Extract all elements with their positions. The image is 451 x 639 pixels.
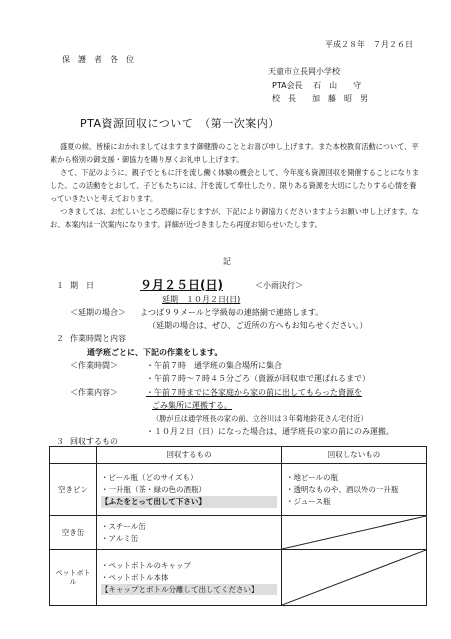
postpone-text: よつば９９メールと学級毎の連絡網で連絡します。 xyxy=(140,308,324,317)
row-category: 空き缶 xyxy=(50,516,97,550)
time-line-1: ・午前７時 通学班の集合場所に集合 xyxy=(146,361,282,370)
rain-note: ＜小雨決行＞ xyxy=(255,281,303,290)
table-header-row xyxy=(50,447,427,464)
list-item: ・ペットボトル本体 xyxy=(101,573,169,582)
diagonal-line xyxy=(282,550,426,605)
col-not-collected: 回収しないもの xyxy=(282,447,427,464)
empty-cell xyxy=(282,516,427,550)
paragraph-1: 盛夏の候、皆様におかれましてはますます御健勝のこととお喜び申し上げます。また本校教育活動について、平素から格別の御支援・御協力を賜り厚くお礼申し上げます。 xyxy=(50,142,419,164)
content-line-4: ・１０月２日（日）になった場合は、通学班長の家の前にのみ運搬。 xyxy=(146,427,394,436)
items-table xyxy=(49,446,427,606)
empty-cell xyxy=(282,550,427,606)
table-corner xyxy=(50,447,97,464)
diagonal-line xyxy=(282,516,426,549)
content-line-2: ごみ集所に運搬する。 xyxy=(152,401,232,410)
item-note: 【キャップとボトル分離して出してください】 xyxy=(101,584,277,595)
page-title: PTA資源回収について （第一次案内） xyxy=(80,117,280,130)
sec2-num: ２ xyxy=(56,334,64,343)
row-category: ペットボトル xyxy=(50,550,97,606)
time-line-2: ・午前７時～７時４５分ごろ（資源が回収車で運ばれるまで） xyxy=(146,374,370,383)
list-item: ・アルミ缶 xyxy=(101,533,139,543)
table-row xyxy=(50,550,427,606)
paragraph-2: さて、下記のように、親子でともに汗を流し働く体験の機会として、今年度も資源回収を開催することになりました。この活動をとおして、子どもたちには、汗を流して奉仕したり、限りある資源を大切にしたりする心情を養っていきたいと考えております。 xyxy=(50,168,420,203)
ki-label: 記 xyxy=(223,257,231,266)
table-row xyxy=(50,516,427,550)
sec3-num: ３ xyxy=(56,437,64,446)
list-item: ・ペットボトルのキャップ xyxy=(101,561,191,570)
time-label: ＜作業時間＞ xyxy=(70,361,118,370)
list-item: ・スチール缶 xyxy=(101,521,146,531)
list-item: ・一升瓶（茶・緑の色の酒瓶） xyxy=(101,484,206,494)
list-item: ・ジュース瓶 xyxy=(286,496,331,506)
sec2-label: 作業時間と内容 xyxy=(70,334,126,343)
doc-date: 平成２８年 ７月２６日 xyxy=(325,40,413,49)
collected-cell xyxy=(97,550,282,606)
list-item: ・透明なものや、酒以外の一升瓶 xyxy=(286,484,399,494)
postpone-label: ＜延期の場合＞ xyxy=(70,308,126,317)
collected-cell xyxy=(97,464,282,516)
sec2-lead: 通学班ごとに、下記の作業をします。 xyxy=(87,348,223,357)
postpone-date: 延期 １０月２日(日) xyxy=(162,295,241,304)
col-collected: 回収するもの xyxy=(97,447,282,464)
sender-school: 天童市立長岡小学校 xyxy=(268,67,340,76)
item-note: 【ふたをとって出して下さい】 xyxy=(101,496,277,508)
sec3-label: 回収するもの xyxy=(70,437,118,446)
not-collected-cell xyxy=(282,464,427,516)
content-line-1: ・午前７時までに各家庭から家の前に出してもらった資源を xyxy=(146,388,362,397)
sec1-num: １ xyxy=(56,281,64,290)
sender-pta: PTA会長 石 山 守 xyxy=(272,81,362,90)
sender-principal: 校 長 加 藤 昭 男 xyxy=(272,94,368,103)
row-category: 空きビン xyxy=(50,464,97,516)
content-line-3: （勝が丘は通学班長の家の前、立谷川は３年菊地鈴花さん宅付近） xyxy=(152,414,368,423)
content-label: ＜作業内容＞ xyxy=(70,388,118,397)
list-item: ・地ビールの瓶 xyxy=(286,472,339,482)
list-item: ・ビール瓶（どのサイズも） xyxy=(101,472,198,482)
sec1-label: 期 日 xyxy=(70,281,94,290)
collected-cell xyxy=(97,516,282,550)
event-date: ９月２５日(日) xyxy=(140,278,223,292)
recipient: 保 護 者 各 位 xyxy=(62,55,134,64)
paragraph-3: つきましては、お忙しいところ恐縮に存じますが、下記により御協力くださいますようお願い申し上げます。なお、本案内は一次案内になります。詳細が近づきましたら再度お知らせいたします。 xyxy=(50,207,419,229)
table-row xyxy=(50,464,427,516)
postpone-note: （延期の場合は、ぜひ、ご近所の方へもお知らせください。） xyxy=(148,321,368,330)
